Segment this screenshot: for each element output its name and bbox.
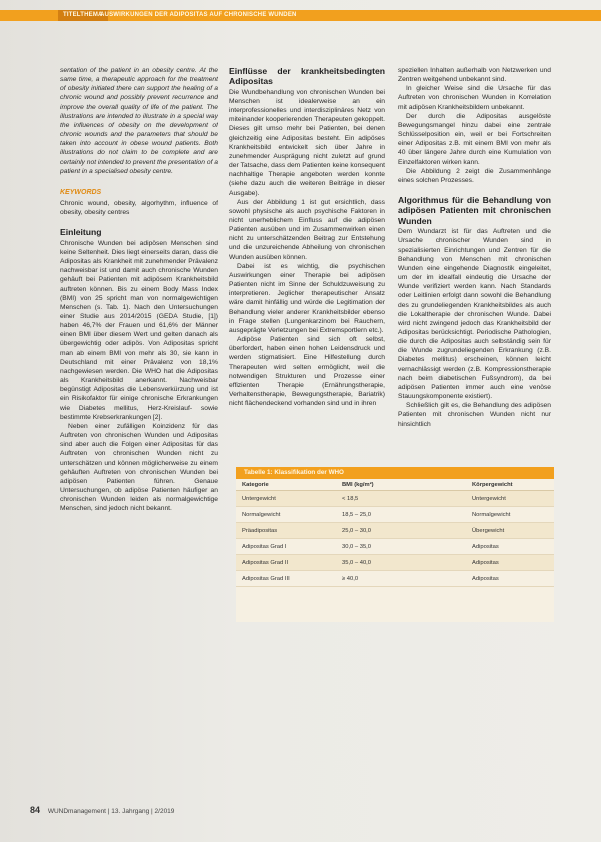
paragraph: Dabei ist es wichtig, die psychischen Auswirkungen einer Therapie bei adipösen Patienten nicht im Sinne der Schuldzuweisung zu interpretieren. Jeglicher therapeutischer Ansatz wäre damit hinfällig und würde die Legitimation der Behandlung vieler anderer Krankheitsbilder ebenso in Frage stellen (Lungenkarzinom bei Rauchern, ausgeprägte Verletzungen bei Extremsportlern etc.). bbox=[229, 262, 385, 334]
table-row bbox=[236, 491, 554, 507]
table-cell: < 18,5 bbox=[336, 491, 466, 507]
table-cell: ≥ 40,0 bbox=[336, 571, 466, 587]
column-right bbox=[398, 66, 551, 466]
bmi-table bbox=[236, 479, 554, 587]
table-cell: 30,0 – 35,0 bbox=[336, 539, 466, 555]
paragraph: Adipöse Patienten sind sich oft selbst, überfordert, haben einen hohen Leidensdruck und werden stigmatisiert. Eine Hilfestellung durch Therapeuten wird selten ermöglicht, weil die notwendigen Strukturen und Prozesse einer effizienten Therapie (Ernährungstherapie, Verhaltenstherapie, Bewegungstherapie, Bariatrik) nicht flächendeckend vorhanden sind und in ihren bbox=[229, 336, 385, 408]
paragraph: Die Abbildung 2 zeigt die Zusammenhänge eines solchen Prozesses. bbox=[398, 167, 551, 184]
table-cell: Adipositas Grad I bbox=[236, 539, 336, 555]
running-header bbox=[0, 10, 601, 21]
table-cell: Präadipositas bbox=[236, 523, 336, 539]
table-cell: 25,0 – 30,0 bbox=[336, 523, 466, 539]
table-row bbox=[236, 507, 554, 523]
table-cell: Adipositas Grad III bbox=[236, 571, 336, 587]
table-cell: Adipositas bbox=[466, 539, 554, 555]
table-header-cell: Körpergewicht bbox=[466, 479, 554, 491]
table-cell: Adipositas bbox=[466, 571, 554, 587]
journal-citation: WUNDmanagement | 13. Jahrgang | 2/2019 bbox=[47, 808, 175, 815]
who-classification-table bbox=[236, 467, 554, 622]
page-footer bbox=[30, 805, 174, 815]
table-header-cell: Kategorie bbox=[236, 479, 336, 491]
table-title: Tabelle 1: Klassifikation der WHO bbox=[236, 467, 554, 479]
section-heading-einleitung: Einleitung bbox=[60, 227, 102, 238]
keywords-heading: KEYWORDS bbox=[60, 188, 102, 196]
table-cell: Adipositas bbox=[466, 555, 554, 571]
paragraph: Der durch die Adipositas ausgelöste Bewegungsmangel hinzu dabei eine zentrale Schlüsselposition ein, weil er bei Fortschreiten einer Adipositas z.B. mit einem BMI von mehr als 40 über längere Jahre durch eine Kumulation von Einzelfaktoren wirken kann. bbox=[398, 112, 551, 166]
paragraph: speziellen Inhalten außerhalb von Netzwerken und Zentren weitgehend unbekannt sind. bbox=[398, 67, 551, 84]
table-cell: Übergewicht bbox=[466, 523, 554, 539]
table-cell: 35,0 – 40,0 bbox=[336, 555, 466, 571]
table-cell: Adipositas Grad II bbox=[236, 555, 336, 571]
paragraph: Aus der Abbildung 1 ist gut ersichtlich, dass sowohl physische als auch psychische Faktoren in nicht unerheblichem Einfluss auf die adipösen Patienten ausüben und im Zusammenwirken einen nicht zu unterschätzenden Beitrag zur Entstehung und die unzureichende Abheilung von chronischen Wunden ausüben können. bbox=[229, 198, 385, 261]
table-header-cell: BMI (kg/m²) bbox=[336, 479, 466, 491]
table-row bbox=[236, 555, 554, 571]
header-tag: TITELTHEMA bbox=[58, 10, 108, 21]
table-cell: Normalgewicht bbox=[466, 507, 554, 523]
paragraph: Die Wundbehandlung von chronischen Wunden bei Menschen ist idealerweise an ein interprofessionelles und interdisziplinäres Netz von miteinander kooperierenden Therapeuten gekoppelt. Dieses gilt umso mehr bei Patienten, bei denen gleichzeitig eine Adipositas besteht. Ein adipöses Krankheitsbild entwickelt sich über Jahre in zunehmender Ausprägung nicht zuletzt auf grund der Tatsache, dass dem Patienten keine konsequent nachhaltige Therapie angeboten werden konnte (siehe dazu auch die weiteren Beiträge in dieser Ausgabe). bbox=[229, 88, 385, 197]
table-cell: Untergewicht bbox=[466, 491, 554, 507]
paragraph: In gleicher Weise sind die Ursache für das Auftreten von chronischen Wunden in Korrelation mit adipösen Krankheitsbildern unbekannt. bbox=[398, 85, 551, 111]
paragraph: Schließlich gilt es, die Behandlung des adipösen Patienten mit chronischen Wunden nicht nur hinsichtlich bbox=[398, 402, 551, 428]
paragraph: Neben einer zufälligen Koinzidenz für das Auftreten von chronischen Wunden und Adipositas sind aber auch die Folgen einer Adipositas für das Auftreten von chronischen Wunden nicht zu unterschätzen und können möglicherweise zu einem gehäuften Auftreten von chronischen Wunden bei adipösen Patienten führen. Genaue Untersuchungen, ob adipöse Patienten häufiger an chronischen Wunden leiden als normalgewichtige Menschen, sind jedoch nicht bekannt. bbox=[60, 422, 218, 513]
section-heading-algorithmus: Algorithmus für die Behandlung von adipösen Patienten mit chronischen Wunden bbox=[398, 195, 551, 226]
column-middle bbox=[229, 66, 385, 458]
paragraph: Dem Wundarzt ist für das Auftreten und die Ursache chronischer Wunden sind in spezialisierten Einrichtungen und Zentren für die Behandlung von Menschen mit chronischen Wunden eine eingehende Diagnostik eingeleitet, um der im idealfall eindeutig die Ursache der Wunde verifiziert werden kann. Nach Standards oder Leitlinien erfolgt dann sowohl die Behandlung des zu grundeliegenden Krankheitsbildes als auch die Lokaltherapie der chronischen Wunde. Dabei wird nicht zwingend jedoch das Krankheitsbild der Adipositas berücksichtigt. Periodische Pathologien, die durch die Adipositas auch selbständig sein für die Wunde zugrundeliegenden Erkrankung (z.B. Diabetes mellitus) erscheinen, können leicht vernachlässigt werden (z.B. Kompressionstherapie nach beim diabetischen Fußsyndrom), da bei adipösen Patienten immer auch eine venöse Stauungskomponente existiert). bbox=[398, 228, 551, 401]
table-header-row bbox=[236, 479, 554, 491]
section-heading-einfluesse: Einflüsse der krankheitsbedingten Adipositas bbox=[229, 66, 385, 87]
table-row bbox=[236, 523, 554, 539]
table-cell: 18,5 – 25,0 bbox=[336, 507, 466, 523]
page-number: 84 bbox=[30, 805, 41, 815]
keywords-text: Chronic wound, obesity, algorhythm, influence of obesity, obesity centres bbox=[60, 200, 218, 217]
table-row bbox=[236, 539, 554, 555]
table-cell: Untergewicht bbox=[236, 491, 336, 507]
header-title: AUSWIRKUNGEN DER ADIPOSITAS AUF CHRONISCHE WUNDEN bbox=[100, 12, 297, 18]
abstract-english: sentation of the patient in an obesity centre. At the same time, a therapeutic approach for the treatment of obesity initiated there can support the healing of a chronic wound and possibly prevent recurrence and improve the overall quality of life of the patient. The illustrations are intended to illustrate in a special way the influences of obesity on the development of chronic wounds and the parameters that should be taken into account in obese wound patients. Both illustrations do not claim to be complete and are certainly not intended to prevent the presentation of a patient in a specialised obesity centre. bbox=[60, 67, 218, 175]
table-row bbox=[236, 571, 554, 587]
table-cell: Normalgewicht bbox=[236, 507, 336, 523]
paragraph: Chronische Wunden bei adipösen Menschen sind keine Seltenheit. Dies liegt einerseits daran, dass die Adipositas als Krankheit mit zunehmender Prävalenz nachweisbar ist und damit auch chronische Wunden gehäuft bei Patienten mit adipösem Krankheitsbild auftreten können. Bis zu einem Body Mass Index (BMI) von 25 spricht man von normalgewichtigen Menschen (s. Tab. 1). Nach den Untersuchungen einer Studie aus 2014/2015 (GEDA Studie, [1]) haben 46,7% der Frauen und 61,6% der Männer einen BMI über diesem Wert und gelten danach als übergewichtig oder adipös. Von Adipositas spricht man ab einem BMI von mehr als 30, sie kann in Deutschland mit einer Prävalenz von 18,1% nachgewiesen werden. Die WHO hat die Adipositas als Krankheitsbild anerkannt. Nachweisbar begünstigt Adipositas die Lebensverkürzung und ist ein Risikofaktor für einige chronische Erkrankungen wie Diabetes mellitus, Herz-Kreislauf- sowie bestimmte Krebserkrankungen [2]. bbox=[60, 239, 218, 421]
column-left bbox=[60, 66, 218, 806]
